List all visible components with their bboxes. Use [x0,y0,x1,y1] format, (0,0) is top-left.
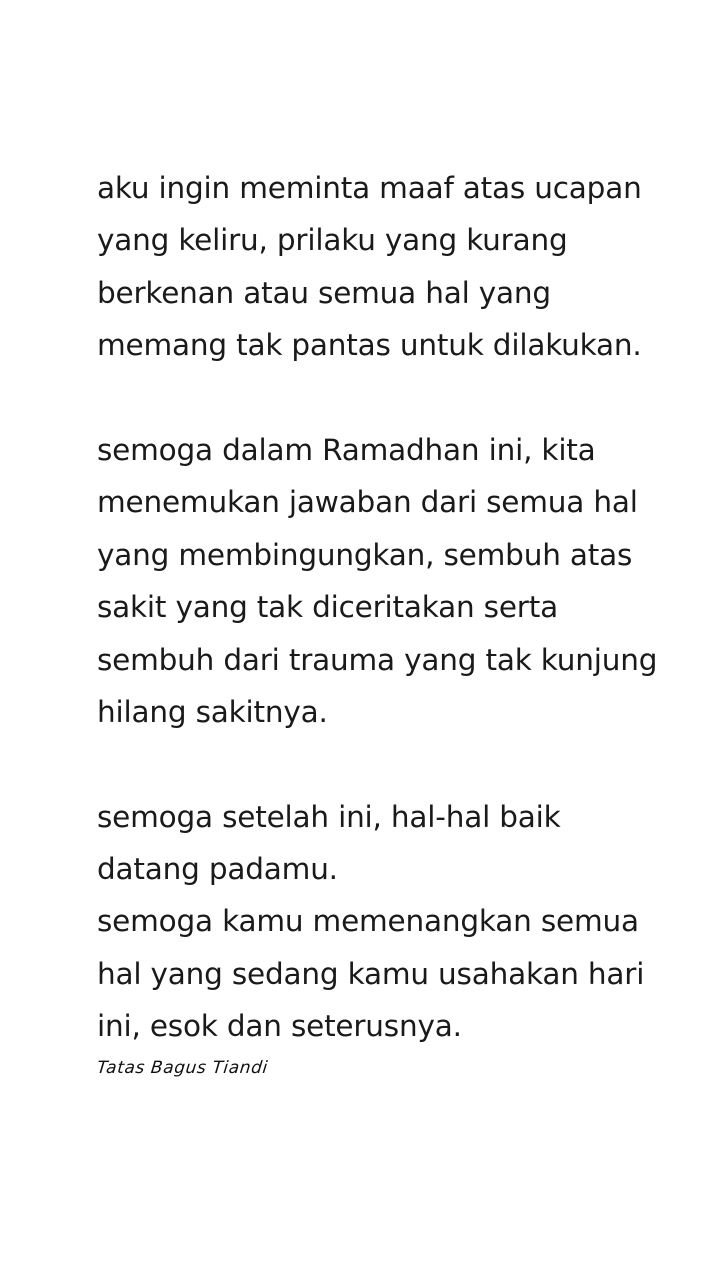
poem-line: hilang sakitnya. [97,694,328,729]
stanza-1 [97,162,697,372]
stanza-3 [97,791,697,1053]
author-signature: Tatas Bagus Tiandi [95,1058,269,1078]
poem-line: semoga kamu memenangkan semua [97,904,639,939]
poem-line: menemukan jawaban dari semua hal [97,485,638,520]
poem-line: sakit yang tak diceritakan serta [97,590,558,625]
poem-line: berkenan atau semua hal yang [97,275,551,310]
poem-line: aku ingin meminta maaf atas ucapan [97,171,642,205]
stanza-2 [97,424,697,738]
poem-line: semoga dalam Ramadhan ini, kita [97,432,596,467]
poem-line: memang tak pantas untuk dilakukan. [97,328,642,363]
stanza-gap [97,738,697,790]
poem-line: yang keliru, prilaku yang kurang [97,223,568,258]
poem-line: ini, esok dan seterusnya. [97,1009,462,1044]
poem-text [97,162,697,1053]
stanza-gap [97,372,697,424]
poem-line: datang padamu. [97,852,338,887]
poem-line: semoga setelah ini, hal-hal baik [97,799,561,834]
poem-line: yang membingungkan, sembuh atas [97,537,633,572]
poem-line: hal yang sedang kamu usahakan hari [97,956,645,991]
poem-line: sembuh dari trauma yang tak kunjung [97,642,658,677]
